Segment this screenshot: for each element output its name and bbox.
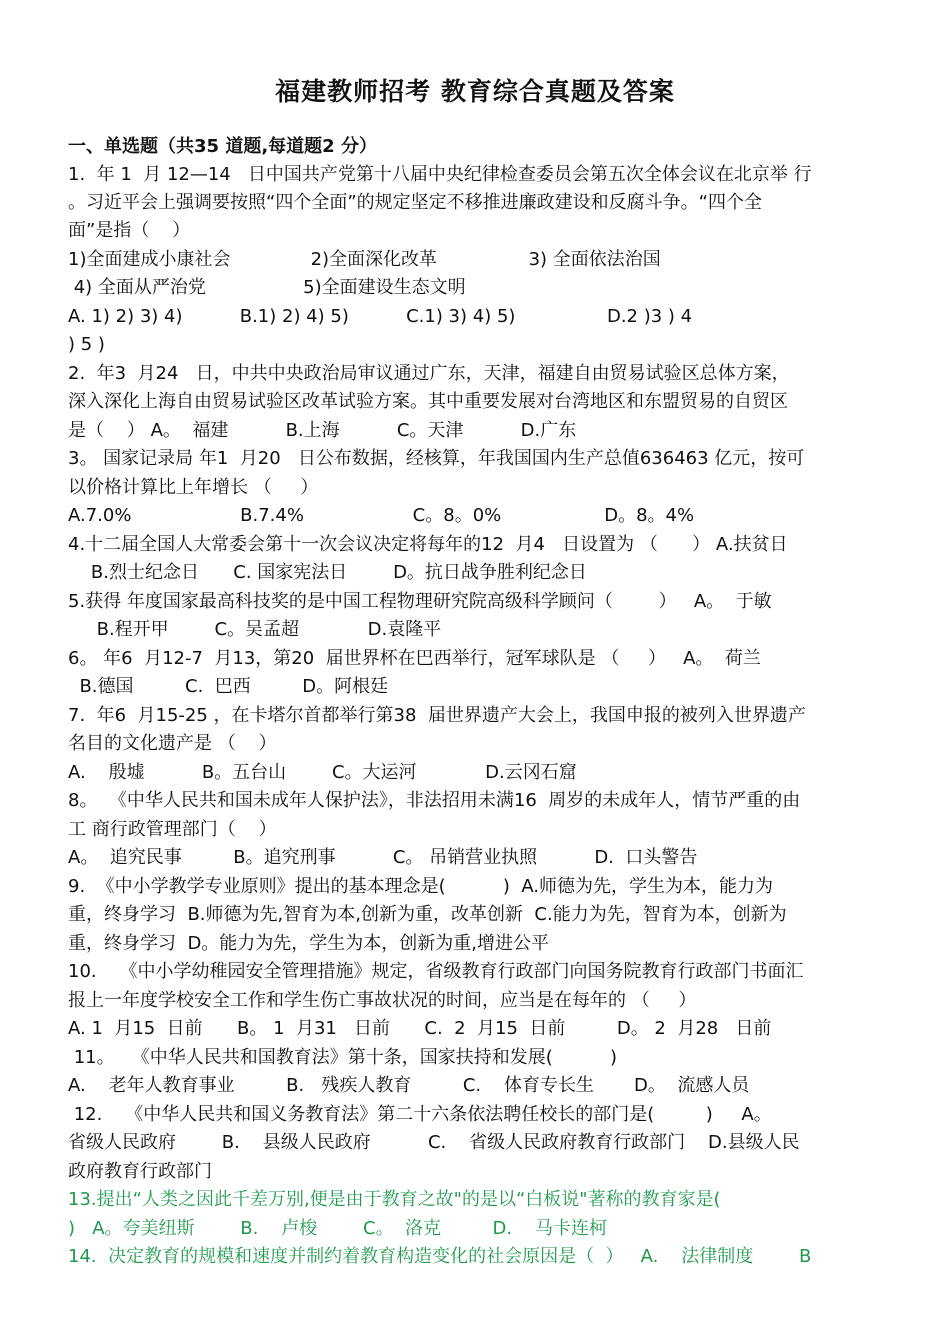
text-line: B.烈士纪念日 C. 国家宪法日 D。抗日战争胜利纪念日 <box>68 562 587 583</box>
text-line: 11。 《中华人民共和国教育法》第十条，国家扶持和发展( ) <box>68 1047 618 1068</box>
text-line: 工 商行政管理部门（ ） <box>68 819 277 840</box>
text-line: 面”是指（ ） <box>68 220 191 241</box>
text-line: A.7.0% B.7.4% C。8。0% D。8。4% <box>68 505 695 526</box>
text-line: B.程开甲 C。吴孟超 D.袁隆平 <box>68 619 442 640</box>
text-line: 1)全面建成小康社会 2)全面深化改革 3) 全面依法治国 <box>68 249 661 270</box>
text-line: 7. 年6 月15-25 ，在卡塔尔首都举行第38 届世界遗产大会上，我国申报的被列入世界遗产 <box>68 705 806 726</box>
text-line-highlighted: ) A。夸美纽斯 B. 卢梭 C。 洛克 D. 马卡连柯 <box>68 1218 607 1239</box>
text-line: 12. 《中华人民共和国义务教育法》第二十六条依法聘任校长的部门是( ) A。 <box>68 1104 772 1125</box>
text-line: 2. 年3 月24 日，中共中央政治局审议通过广东，天津，福建自由贸易试验区总体方案， <box>68 363 790 384</box>
text-line: 重，终身学习 D。能力为先，学生为本，创新为重,增进公平 <box>68 933 550 954</box>
text-line: 3。 国家记录局 年1 月20 日公布数据，经核算，年我国国内生产总值636463 亿元，按可 <box>68 448 805 469</box>
text-line: 是（ ） A。 福建 B.上海 C。天津 D.广东 <box>68 420 577 441</box>
text-line: 8。 《中华人民共和国未成年人保护法》，非法招用未满16 周岁的未成年人，情节严重的由 <box>68 790 801 811</box>
text-line: 报上一年度学校安全工作和学生伤亡事故状况的时间，应当是在每年的 （ ） <box>68 990 697 1011</box>
text-line: A. 1 月15 日前 B。 1 月31 日前 C. 2 月15 日前 D。 2 月28 日前 <box>68 1018 772 1039</box>
text-line-highlighted: 13.提出“人类之因此千差万别,便是由于教育之故"的是以“白板说"著称的教育家是( <box>68 1189 721 1210</box>
text-line: 9. 《中小学教学专业原则》提出的基本理念是( ) A.师德为先，学生为本，能力为 <box>68 876 774 897</box>
text-line: 省级人民政府 B. 县级人民政府 C. 省级人民政府教育行政部门 D.县级人民 <box>68 1132 800 1153</box>
text-line: 深入深化上海自由贸易试验区改革试验方案。其中重要发展对台湾地区和东盟贸易的自贸区 <box>68 391 788 412</box>
text-line: A。 追究民事 B。追究刑事 C。 吊销营业执照 D. 口头警告 <box>68 847 698 868</box>
text-line: ) 5 ) <box>68 334 105 355</box>
text-line: 重，终身学习 B.师德为先,智育为本,创新为重，改革创新 C.能力为先，智育为本，创新为 <box>68 904 787 925</box>
text-line: 4.十二届全国人大常委会第十一次会议决定将每年的12 月4 日设置为 （ ） A.扶贫日 <box>68 534 788 555</box>
text-line: 名目的文化遗产是 （ ） <box>68 733 277 754</box>
text-line: 10. 《中小学幼稚园安全管理措施》规定，省级教育行政部门向国务院教育行政部门书面汇 <box>68 961 804 982</box>
text-line: A. 老年人教育事业 B. 残疾人教育 C. 体育专长生 D。 流感人员 <box>68 1075 750 1096</box>
text-line: A. 1) 2) 3) 4) B.1) 2) 4) 5) C.1) 3) 4) 5) D.2 )3 ) 4 <box>68 306 693 327</box>
text-line: 。习近平会上强调要按照“四个全面”的规定坚定不移推进廉政建设和反腐斗争。“四个全 <box>68 192 762 213</box>
text-line-highlighted: 14. 决定教育的规模和速度并制约着教育构造变化的社会原因是（ ） A. 法律制度 B <box>68 1246 812 1267</box>
text-line: 1. 年 1 月 12—14 日中国共产党第十八届中央纪律检查委员会第五次全体会议在北京举 行 <box>68 164 812 185</box>
text-line: 以价格计算比上年增长 （ ） <box>68 477 319 498</box>
text-line: 政府教育行政部门 <box>68 1161 212 1182</box>
text-line: 6。 年6 月12-7 月13，第20 届世界杯在巴西举行，冠军球队是 （ ） A。 荷兰 <box>68 648 761 669</box>
text-line: 4) 全面从严治党 5)全面建设生态文明 <box>68 277 466 298</box>
section-heading: 一、单选题（共35 道题,每道题2 分） <box>68 136 377 157</box>
text-line: 5.获得 年度国家最高科技奖的是中国工程物理研究院高级科学顾问（ ） A。 于敏 <box>68 591 772 612</box>
text-line: A. 殷墟 B。五台山 C。大运河 D.云冈石窟 <box>68 762 577 783</box>
text-line: B.德国 C. 巴西 D。阿根廷 <box>68 676 389 697</box>
page-title: 福建教师招考 教育综合真题及答案 <box>275 77 675 106</box>
